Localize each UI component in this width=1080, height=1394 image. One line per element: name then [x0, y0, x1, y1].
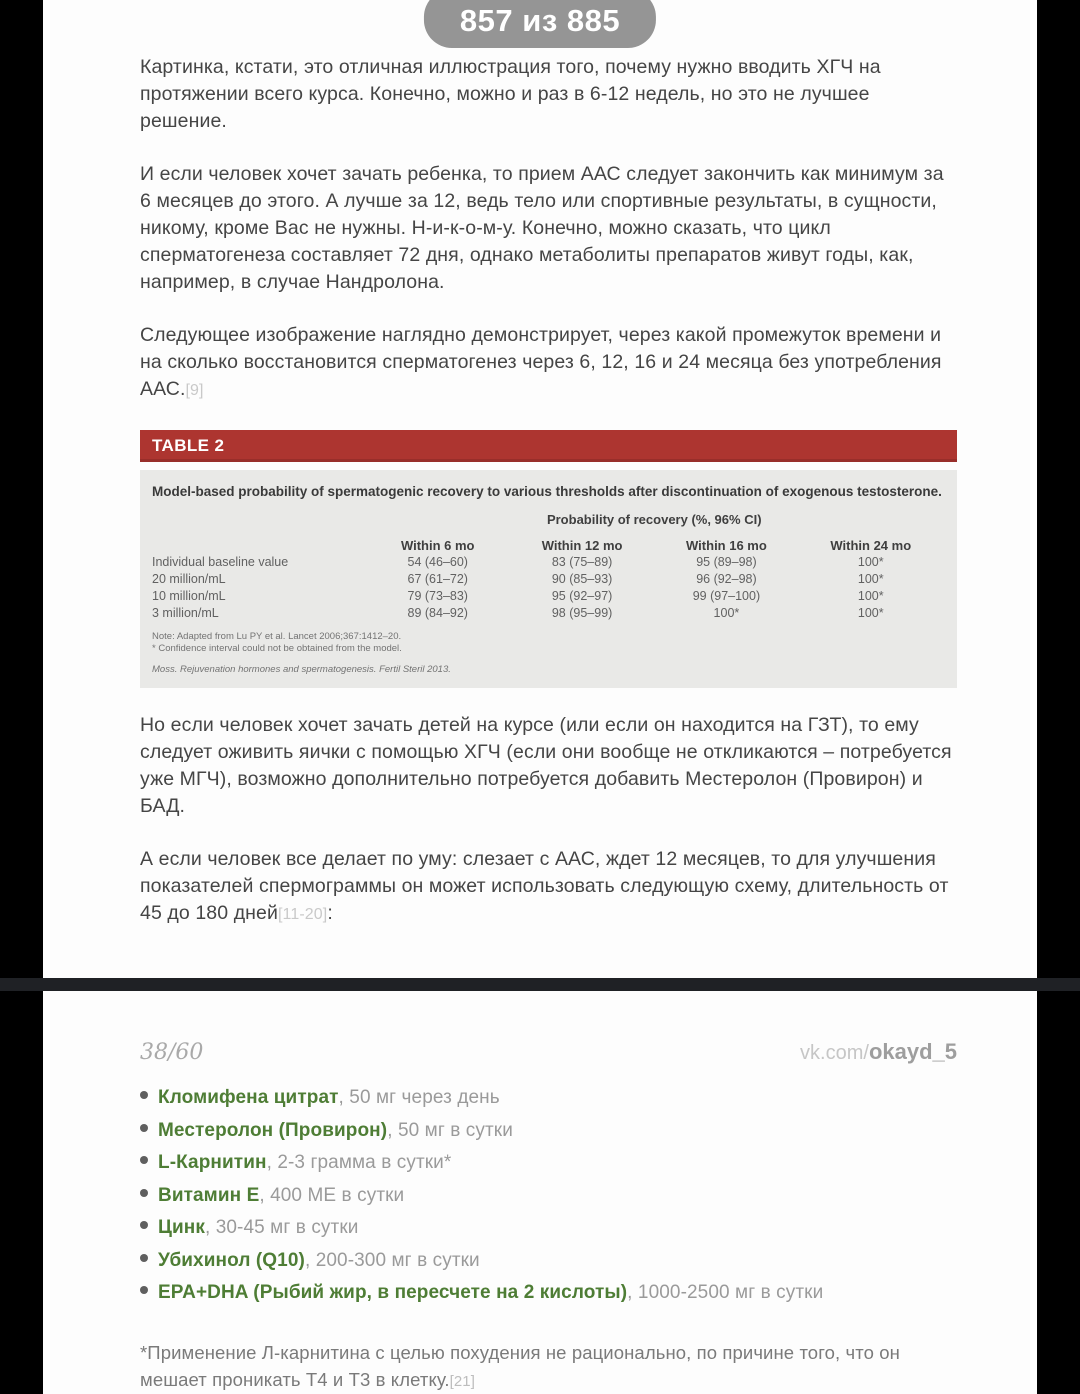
carnitine-footnote: [140, 1339, 957, 1394]
page-counter-label: 857 из 885: [459, 3, 621, 38]
list-item: [140, 1250, 957, 1283]
row-value: 100*: [857, 555, 884, 569]
row-value: 95 (92–97): [551, 589, 613, 603]
supplement-name: Убихинол (Q10): [158, 1249, 305, 1271]
paragraph-recovery-scheme: [140, 846, 957, 928]
row-value: 89 (84–92): [407, 606, 468, 620]
bullet-icon: [140, 1156, 148, 1164]
table-row: [152, 588, 943, 604]
supplement-name: EPA+DHA (Рыбий жир, в пересчете на 2 кислоты): [158, 1282, 628, 1303]
table2-tag-label: TABLE 2: [152, 436, 225, 455]
row-value: 95 (89–98): [696, 555, 757, 569]
supplement-dose: , 50 мг через день: [338, 1087, 500, 1108]
table2-column-headers: [152, 538, 943, 553]
table2-note-ci: * Confidence interval could not be obtained from the model.: [152, 643, 402, 654]
supplement-dose: , 2-3 грамма в сутки*: [266, 1152, 452, 1173]
table2-source: Moss. Rejuvenation hormones and spermatogenesis. Fertil Steril 2013.: [152, 664, 451, 675]
page-counter-badge: [424, 0, 656, 48]
col-header-within-24mo: Within 24 mo: [830, 538, 912, 553]
row-value: 100*: [857, 572, 884, 586]
paragraph-next-image: [140, 322, 957, 404]
page-divider: [0, 978, 1080, 991]
document-page-top: [43, 0, 1037, 978]
table2-panel: [140, 470, 957, 688]
row-value: 79 (73–83): [407, 589, 468, 603]
table2-notes: [152, 631, 943, 676]
carnitine-footnote-text: *Применение Л-карнитина с целью похудения не рационально, по причине того, что он мешает проникать Т4 и Т3 в клетку.: [140, 1341, 900, 1390]
vk-watermark-prefix: vk.com/: [800, 1042, 869, 1064]
page-footer-row: [140, 1039, 957, 1065]
supplement-dose: , 1000-2500 мг в сутки: [627, 1282, 824, 1303]
left-black-bar: [0, 0, 43, 1394]
supplement-dose: , 30-45 мг в сутки: [204, 1217, 359, 1238]
supplement-name: Кломифена цитрат: [158, 1087, 339, 1108]
row-value: 99 (97–100): [692, 589, 761, 603]
row-value: 54 (46–60): [407, 555, 468, 569]
bullet-icon: [140, 1124, 148, 1132]
supplement-name: L-Карнитин: [158, 1152, 267, 1173]
row-value: 98 (95–99): [551, 606, 613, 620]
list-item: [140, 1185, 957, 1218]
vk-watermark: [800, 1039, 957, 1065]
col-header-within-16mo: Within 16 mo: [686, 538, 767, 553]
paragraph-next-image-text: Следующее изображение наглядно демонстрирует, через какой промежуток времени и на сколько восстановится сперматогенез через 6, 12, 16 и 24 месяца без употребления ААС.: [140, 324, 942, 400]
supplement-name: Местеролон (Провирон): [158, 1119, 388, 1141]
paragraph-hcg-illustration: Картинка, кстати, это отличная иллюстрация того, почему нужно вводить ХГЧ на протяжении всего курса. Конечно, можно и раз в 6-12 недель, но это не лучшее решение.: [140, 56, 881, 132]
supplement-name: Цинк: [158, 1217, 205, 1238]
paragraph-conceive-child: И если человек хочет зачать ребенка, то прием ААС следует закончить как минимум за 6 месяцев до этого. А лучше за 12, ведь тело или спортивные результаты, в сущности, никому, кроме Вас не нужны. Н-и-к-о-м-у. Конечно, можно сказать, что цикл сперматогенеза составляет 72 дня, однако метаболиты препаратов живут годы, как, например, в случае Нандролона.: [140, 163, 944, 293]
folio-number: 38/60: [140, 1040, 204, 1065]
row-value: 96 (92–98): [696, 572, 757, 586]
vk-watermark-handle: okayd_5: [868, 1039, 957, 1064]
col-header-within-12mo: Within 12 mo: [541, 538, 623, 553]
row-value: 100*: [857, 606, 884, 620]
protocol-list: [140, 1087, 957, 1315]
row-value: 100*: [857, 589, 884, 603]
col-header-within-6mo: Within 6 mo: [400, 538, 475, 553]
row-label: 20 million/mL: [152, 572, 226, 586]
paragraph-conceive-on-cycle: Но если человек хочет зачать детей на курсе (или если он находится на ГЗТ), то ему следует оживить яички с помощью ХГЧ (если они вообще не откликаются – потребуется уже МГЧ), возможно дополнительно потребуется добавить Местеролон (Провирон) и БАД.: [140, 714, 952, 817]
row-value: 83 (75–89): [551, 555, 613, 569]
list-item: [140, 1087, 957, 1120]
supplement-name: Витамин Е: [158, 1184, 260, 1206]
row-value: 90 (85–93): [551, 572, 613, 586]
footnote-ref-21: [21]: [449, 1373, 476, 1390]
table2-note-adapted: Note: Adapted from Lu PY et al. Lancet 2006;367:1412–20.: [152, 631, 402, 642]
row-label: 10 million/mL: [152, 589, 226, 603]
document-page-bottom: [43, 991, 1037, 1394]
bullet-icon: [140, 1254, 148, 1262]
row-label: Individual baseline value: [152, 555, 289, 569]
right-black-bar: [1037, 0, 1080, 1394]
list-item: [140, 1152, 957, 1185]
paragraph-recovery-scheme-text: А если человек все делает по уму: слезает с ААС, ждет 12 месяцев, то для улучшения показателей спермограммы он может использовать следующую схему, длительность от 45 до 180 дней: [140, 848, 949, 924]
row-value: 100*: [713, 606, 740, 620]
supplement-dose: , 50 мг в сутки: [387, 1119, 513, 1141]
table2-group-header: Probability of recovery (%, 96% CI): [546, 512, 762, 527]
table-row: [152, 571, 943, 587]
table2-group-header-row: [152, 512, 943, 527]
bullet-icon: [140, 1189, 148, 1197]
list-item: [140, 1120, 957, 1153]
table2: [140, 430, 957, 688]
supplement-dose: , 200-300 мг в сутки: [304, 1249, 480, 1271]
list-item: [140, 1217, 957, 1250]
bullet-icon: [140, 1286, 148, 1294]
list-item: [140, 1282, 957, 1315]
row-label: 3 million/mL: [152, 606, 219, 620]
row-value: 67 (61–72): [407, 572, 468, 586]
bullet-icon: [140, 1091, 148, 1099]
table2-caption: Model-based probability of spermatogenic recovery to various thresholds after discontinuation of exogenous testosterone.: [152, 484, 942, 499]
paragraph-recovery-scheme-colon: :: [327, 902, 333, 924]
supplement-dose: , 400 МЕ в сутки: [259, 1184, 405, 1206]
table2-tag-bar: [140, 430, 957, 462]
bullet-icon: [140, 1221, 148, 1229]
footnote-ref-9: [9]: [185, 382, 204, 399]
table-row: [152, 605, 943, 621]
footnote-ref-11-20: [11-20]: [278, 906, 328, 923]
table-row: [152, 554, 943, 570]
